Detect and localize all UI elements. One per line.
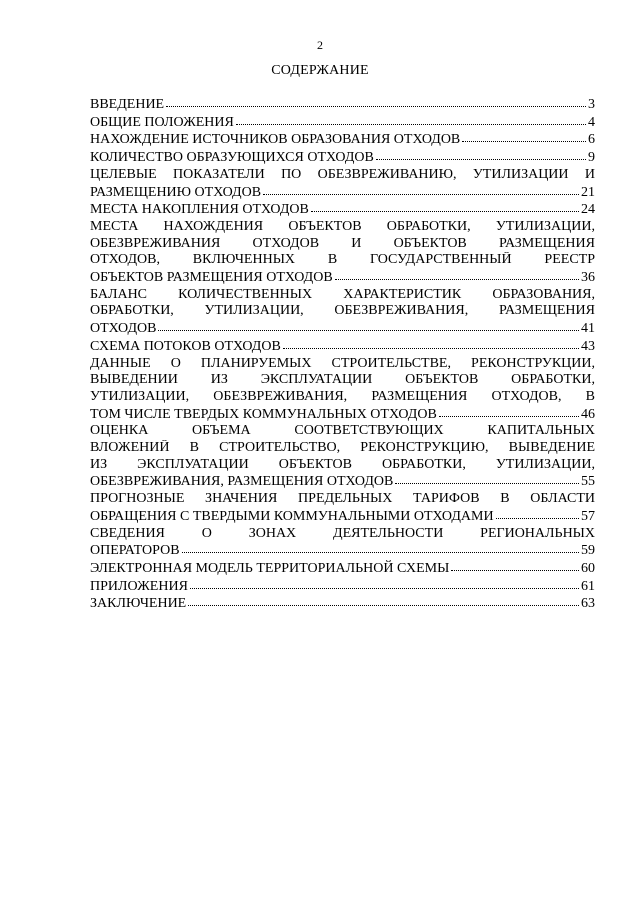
toc-entry-title: ТОМ ЧИСЛЕ ТВЕРДЫХ КОММУНАЛЬНЫХ ОТХОДОВ [90,406,437,422]
toc-entry-line: МЕСТА НАХОЖДЕНИЯ ОБЪЕКТОВ ОБРАБОТКИ, УТИЛИЗАЦИИ, [90,218,595,234]
dot-leader [236,114,586,126]
dot-leader [190,578,579,590]
toc-entry-line: ОЦЕНКА ОБЪЕМА СООТВЕТСТВУЮЩИХ КАПИТАЛЬНЫХ [90,423,595,439]
toc-entry-line: ОБЕЗВРЕЖИВАНИЯ ОТХОДОВ И ОБЪЕКТОВ РАЗМЕЩЕНИЯ [90,235,595,251]
toc-entry-line: ОБРАБОТКИ, УТИЛИЗАЦИИ, ОБЕЗВРЕЖИВАНИЯ, РАЗМЕЩЕНИЯ [90,303,595,319]
table-of-contents [90,96,595,613]
toc-entry-line: ЦЕЛЕВЫЕ ПОКАЗАТЕЛИ ПО ОБЕЗВРЕЖИВАНИЮ, УТИЛИЗАЦИИ И [90,166,595,182]
toc-entry-page-number: 36 [581,270,595,286]
toc-entry[interactable] [90,131,595,149]
toc-title: СОДЕРЖАНИЕ [271,63,369,78]
dot-leader [158,320,579,332]
toc-entry-title: НАХОЖДЕНИЕ ИСТОЧНИКОВ ОБРАЗОВАНИЯ ОТХОДОВ [90,132,461,148]
toc-entry-line: СВЕДЕНИЯ О ЗОНАХ ДЕЯТЕЛЬНОСТИ РЕГИОНАЛЬНЫХ [90,525,595,541]
dot-leader [395,473,579,485]
dot-leader [462,131,586,143]
dot-leader [335,269,579,281]
toc-entry-page-number: 63 [581,596,595,612]
toc-entry[interactable] [90,201,595,219]
toc-entry[interactable] [90,578,595,596]
dot-leader [263,184,579,196]
dot-leader [496,508,579,520]
toc-entry-line: ПРОГНОЗНЫЕ ЗНАЧЕНИЯ ПРЕДЕЛЬНЫХ ТАРИФОВ В ОБЛАСТИ [90,491,595,507]
toc-entry-title: МЕСТА НАКОПЛЕНИЯ ОТХОДОВ [90,202,309,218]
dot-leader [451,560,579,572]
toc-entry-line: ДАННЫЕ О ПЛАНИРУЕМЫХ СТРОИТЕЛЬСТВЕ, РЕКОНСТРУКЦИИ, [90,355,595,371]
toc-entry-title: ОБЕЗВРЕЖИВАНИЯ, РАЗМЕЩЕНИЯ ОТХОДОВ [90,474,394,490]
toc-entry-page-number: 21 [581,184,595,200]
toc-entry-page-number: 3 [588,97,595,112]
toc-entry-page-number: 9 [588,150,595,166]
toc-entry[interactable] [90,219,595,287]
page-number: 2 [317,38,323,52]
toc-entry-title: ВВЕДЕНИЕ [90,97,165,112]
toc-entry[interactable] [90,595,595,613]
toc-entry-page-number: 41 [581,321,595,337]
dot-leader [166,96,586,108]
toc-entry-page-number: 61 [581,578,595,594]
toc-entry-page-number: 57 [581,508,595,524]
toc-entry-title: СХЕМА ПОТОКОВ ОТХОДОВ [90,338,281,354]
toc-entry-title: ОТХОДОВ [90,321,157,337]
toc-entry-line: ОТХОДОВ, ВКЛЮЧЕННЫХ В ГОСУДАРСТВЕННЫЙ РЕЕСТР [90,252,595,268]
toc-entry-title: ПРИЛОЖЕНИЯ [90,578,188,594]
toc-entry-page-number: 43 [581,338,595,354]
toc-entry[interactable] [90,423,595,491]
toc-entry-line: БАЛАНС КОЛИЧЕСТВЕННЫХ ХАРАКТЕРИСТИК ОБРАЗОВАНИЯ, [90,286,595,302]
toc-entry-page-number: 24 [581,202,595,218]
toc-entry-page-number: 6 [588,132,595,148]
toc-entry-title: ОБЩИЕ ПОЛОЖЕНИЯ [90,114,234,130]
toc-entry[interactable] [90,491,595,525]
dot-leader [188,595,579,607]
toc-entry-title: ОБРАЩЕНИЯ С ТВЕРДЫМИ КОММУНАЛЬНЫМИ ОТХОДАМИ [90,508,494,524]
dot-leader [376,149,586,161]
dot-leader [283,338,579,350]
dot-leader [439,406,579,418]
toc-entry[interactable] [90,356,595,424]
toc-entry-title: РАЗМЕЩЕНИЮ ОТХОДОВ [90,184,262,200]
toc-entry-line: УТИЛИЗАЦИИ, ОБЕЗВРЕЖИВАНИЯ, РАЗМЕЩЕНИЯ ОТХОДОВ, В [90,388,595,404]
toc-entry[interactable] [90,149,595,167]
dot-leader [182,542,579,554]
toc-entry-title: ЗАКЛЮЧЕНИЕ [90,596,187,612]
toc-entry-line: ВЫВЕДЕНИИ ИЗ ЭКСПЛУАТАЦИИ ОБЪЕКТОВ ОБРАБОТКИ, [90,372,595,388]
toc-entry[interactable] [90,96,595,114]
toc-entry-line: ВЛОЖЕНИЙ В СТРОИТЕЛЬСТВО, РЕКОНСТРУКЦИЮ, ВЫВЕДЕНИЕ [90,440,595,456]
dot-leader [311,201,579,213]
toc-entry[interactable] [90,167,595,201]
toc-entry-page-number: 60 [581,560,595,576]
toc-entry-page-number: 46 [581,406,595,422]
toc-entry[interactable] [90,560,595,578]
toc-entry-page-number: 59 [581,543,595,559]
toc-entry-line: ИЗ ЭКСПЛУАТАЦИИ ОБЪЕКТОВ ОБРАБОТКИ, УТИЛИЗАЦИИ, [90,456,595,472]
toc-entry-page-number: 4 [588,114,595,130]
toc-entry[interactable] [90,287,595,338]
toc-entry-title: ЭЛЕКТРОННАЯ МОДЕЛЬ ТЕРРИТОРИАЛЬНОЙ СХЕМЫ [90,560,450,576]
toc-entry[interactable] [90,526,595,560]
toc-entry-title: КОЛИЧЕСТВО ОБРАЗУЮЩИХСЯ ОТХОДОВ [90,150,374,166]
toc-entry-title: ОБЪЕКТОВ РАЗМЕЩЕНИЯ ОТХОДОВ [90,270,333,286]
toc-entry[interactable] [90,338,595,356]
toc-entry-title: ОПЕРАТОРОВ [90,543,180,559]
toc-entry-page-number: 55 [581,474,595,490]
toc-entry[interactable] [90,114,595,132]
